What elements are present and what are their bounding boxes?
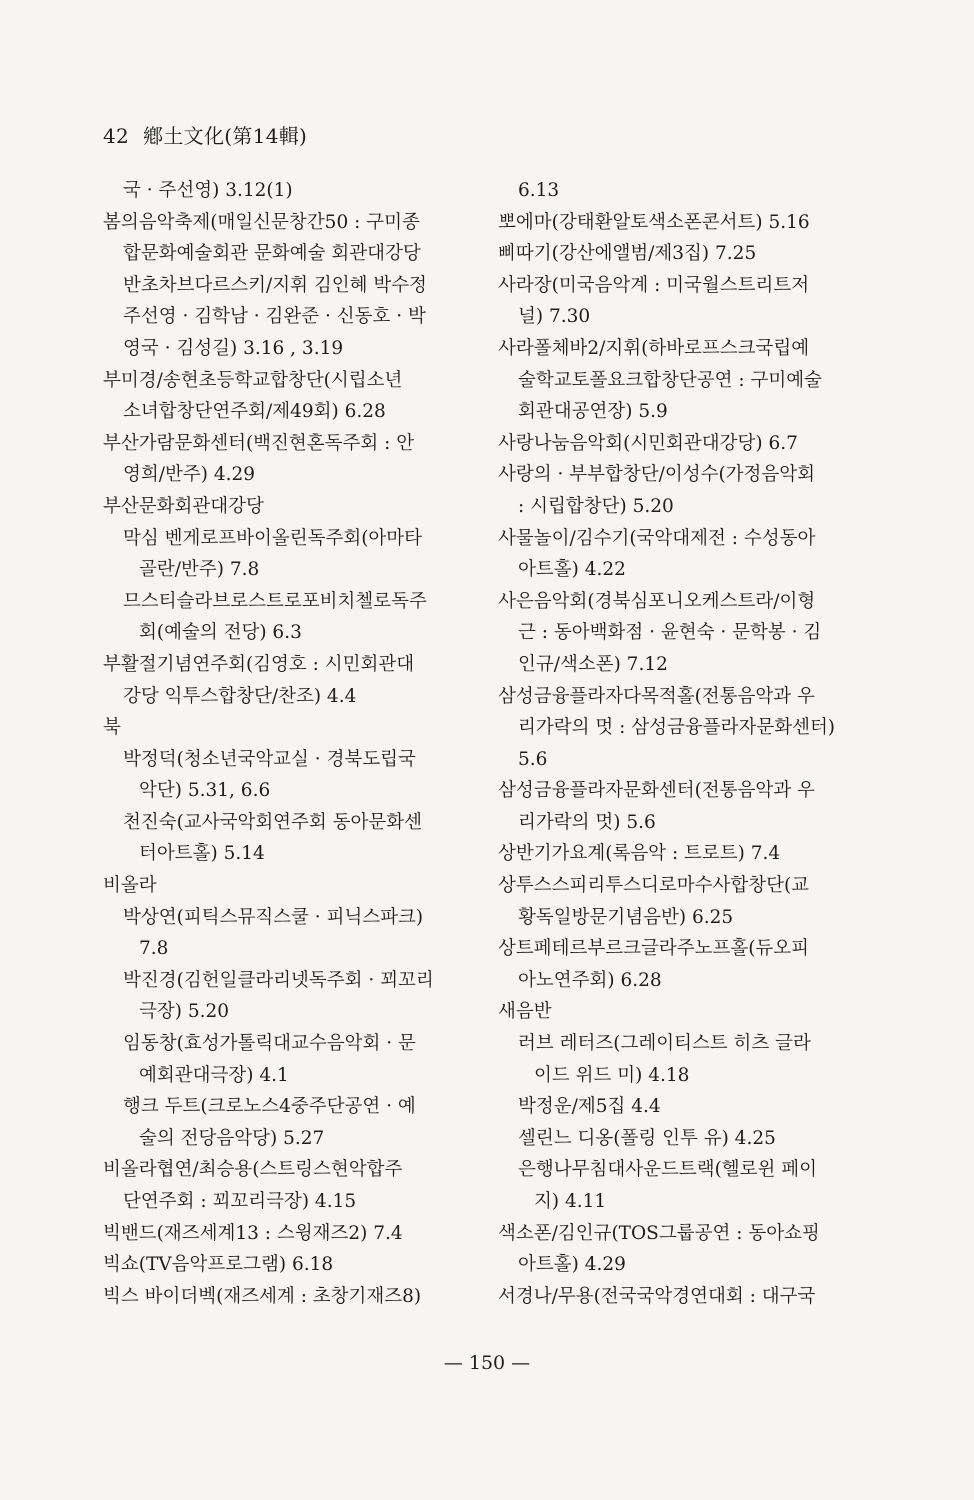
index-entry-line: 상트페테르부르크글라주노프홀(듀오피 bbox=[498, 938, 810, 960]
index-entry-line: 박정운/제5집 4.4 bbox=[518, 1096, 661, 1118]
index-entry-line: 임동창(효성가톨릭대교수음악회 · 문 bbox=[123, 1033, 416, 1055]
index-entry-line: 상투스스피리투스디로마수사합창단(교 bbox=[498, 875, 810, 897]
index-entry-line: 리가락의 멋 : 삼성금융플라자문화센터) bbox=[518, 717, 836, 739]
index-entry-line: 술학교토폴요크합창단공연 : 구미예술 bbox=[518, 369, 822, 391]
index-entry-line: 셀린느 디옹(폴링 인투 유) 4.25 bbox=[518, 1127, 776, 1149]
index-entry-line: 인규/색소폰) 7.12 bbox=[518, 653, 668, 675]
index-entry-line: 널) 7.30 bbox=[518, 306, 591, 328]
index-entry-line: 아노연주회) 6.28 bbox=[518, 969, 662, 991]
index-entry-line: 합문화예술회관 문화예술 회관대강당 bbox=[123, 243, 421, 265]
index-entry-line: 빅스 바이더벡(재즈세계 : 초창기재즈8) bbox=[103, 1285, 422, 1307]
index-entry-line: 박정덕(청소년국악교실 · 경북도립국 bbox=[123, 748, 416, 770]
index-entry-line: 주선영 · 김학남 · 김완준 · 신동호 · 박 bbox=[123, 306, 426, 328]
index-entry-line: 사라폴체바2/지휘(하바로프스크국립예 bbox=[498, 337, 810, 359]
index-entry-line: 황독일방문기념음반) 6.25 bbox=[518, 906, 734, 928]
index-entry-line: 삼성금융플라자다목적홀(전통음악과 우 bbox=[498, 685, 815, 707]
index-entry-line: 부산문화회관대강당 bbox=[103, 495, 264, 517]
index-entry-line: 은행나무침대사운드트랙(헬로윈 페이 bbox=[518, 1159, 818, 1181]
index-entry-line: 리가락의 멋) 5.6 bbox=[518, 811, 656, 833]
page-header bbox=[103, 120, 307, 149]
index-entry-line: 사랑의 · 부부합창단/이성수(가정음악회 bbox=[498, 464, 816, 486]
index-entry-line: 천진숙(교사국악회연주회 동아문화센 bbox=[123, 811, 423, 833]
index-entry-line: 영국 · 김성길) 3.16 , 3.19 bbox=[123, 337, 344, 359]
index-entry-line: 빅밴드(재즈세계13 : 스윙재즈2) 7.4 bbox=[103, 1222, 403, 1244]
index-entry-line: 악단) 5.31, 6.6 bbox=[139, 780, 271, 802]
index-entry-line: 색소폰/김인규(TOS그룹공연 : 동아쇼핑 bbox=[498, 1222, 820, 1244]
index-entry-line: 소녀합창단연주회/제49회) 6.28 bbox=[123, 401, 386, 423]
index-entry-line: 터아트홀) 5.14 bbox=[139, 843, 265, 865]
index-entry-line: 회관대공연장) 5.9 bbox=[518, 401, 668, 423]
index-entry-line: 비올라 bbox=[103, 875, 157, 897]
index-entry-line: 뽀에마(강태환알토색소폰콘서트) 5.16 bbox=[498, 211, 810, 233]
page-number: 42 bbox=[103, 124, 130, 148]
index-entry-line: 므스티슬라브로스트로포비치첼로독주 bbox=[123, 590, 427, 612]
index-entry-line: 북 bbox=[103, 717, 121, 739]
index-entry-line: 막심 벤게로프바이올린독주회(아마타 bbox=[123, 527, 423, 549]
index-entry-line: 사라장(미국음악계 : 미국월스트리트저 bbox=[498, 274, 810, 296]
index-entry-line: 7.8 bbox=[139, 938, 169, 960]
index-entry-line: 삼성금융플라자문화센터(전통음악과 우 bbox=[498, 780, 815, 802]
index-entry-line: 회(예술의 전당) 6.3 bbox=[139, 622, 302, 644]
index-entry-line: 5.6 bbox=[518, 748, 548, 770]
page-footer: — 150 — bbox=[443, 1352, 531, 1374]
index-entry-line: 새음반 bbox=[498, 1001, 552, 1023]
index-entry-line: 근 : 동아백화점 · 윤현숙 · 문학봉 · 김 bbox=[518, 622, 822, 644]
index-entry-line: 이드 위드 미) 4.18 bbox=[534, 1064, 690, 1086]
index-entry-line: 극장) 5.20 bbox=[139, 1001, 230, 1023]
index-entry-line: 서경나/무용(전국국악경연대회 : 대구국 bbox=[498, 1285, 816, 1307]
publication-title: 鄕土文化(第14輯) bbox=[143, 124, 308, 148]
index-entry-line: 부미경/송현초등학교합창단(시립소년 bbox=[103, 369, 403, 391]
index-entry-line: 국 · 주선영) 3.12(1) bbox=[123, 180, 293, 201]
right-column bbox=[498, 175, 878, 1312]
index-entry-line: 부활절기념연주회(김영호 : 시민회관대 bbox=[103, 653, 415, 675]
index-entry-line: 비올라협연/최승용(스트링스현악합주 bbox=[103, 1159, 403, 1181]
index-entry-line: 삐따기(강산에앨범/제3집) 7.25 bbox=[498, 243, 757, 265]
index-entry-line: 지) 4.11 bbox=[534, 1191, 607, 1212]
index-entry-line: 술의 전당음악당) 5.27 bbox=[139, 1127, 325, 1149]
index-entry-line: : 시립합창단) 5.20 bbox=[518, 495, 674, 517]
left-column bbox=[103, 175, 483, 1312]
index-entry-line: 봄의음악축제(매일신문창간50 : 구미종 bbox=[103, 211, 420, 233]
index-entry-line: 아트홀) 4.22 bbox=[518, 559, 626, 581]
index-entry-line: 강당 익투스합창단/찬조) 4.4 bbox=[123, 685, 357, 707]
index-entry-line: 박상연(피틱스뮤직스쿨 · 피닉스파크) bbox=[123, 906, 424, 928]
index-entry-line: 6.13 bbox=[518, 180, 560, 201]
index-entry-line: 반초차브다르스키/지휘 김인혜 박수정 bbox=[123, 274, 427, 296]
index-entry-line: 예회관대극장) 4.1 bbox=[139, 1064, 289, 1086]
index-entry-line: 상반기가요계(록음악 : 트로트) 7.4 bbox=[498, 843, 781, 865]
index-entry-line: 골란/반주) 7.8 bbox=[139, 559, 260, 581]
index-entry-line: 빅쇼(TV음악프로그램) 6.18 bbox=[103, 1254, 334, 1276]
index-entry-line: 러브 레터즈(그레이티스트 히츠 글라 bbox=[518, 1033, 811, 1055]
index-entry-line: 행크 두트(크로노스4중주단공연 · 예 bbox=[123, 1096, 416, 1118]
index-entry-line: 영희/반주) 4.29 bbox=[123, 464, 256, 486]
index-entry-line: 사랑나눔음악회(시민회관대강당) 6.7 bbox=[498, 432, 798, 454]
index-entry-line: 단연주회 : 꾀꼬리극장) 4.15 bbox=[123, 1191, 357, 1212]
index-entry-line: 부산가람문화센터(백진현혼독주회 : 안 bbox=[103, 432, 415, 454]
index-entry-line: 박진경(김헌일클라리넷독주회 · 꾀꼬리 bbox=[123, 969, 434, 991]
index-entry-line: 사물놀이/김수기(국악대제전 : 수성동아 bbox=[498, 527, 816, 549]
index-entry-line: 아트홀) 4.29 bbox=[518, 1254, 626, 1276]
index-entry-line: 사은음악회(경북심포니오케스트라/이형 bbox=[498, 590, 816, 612]
